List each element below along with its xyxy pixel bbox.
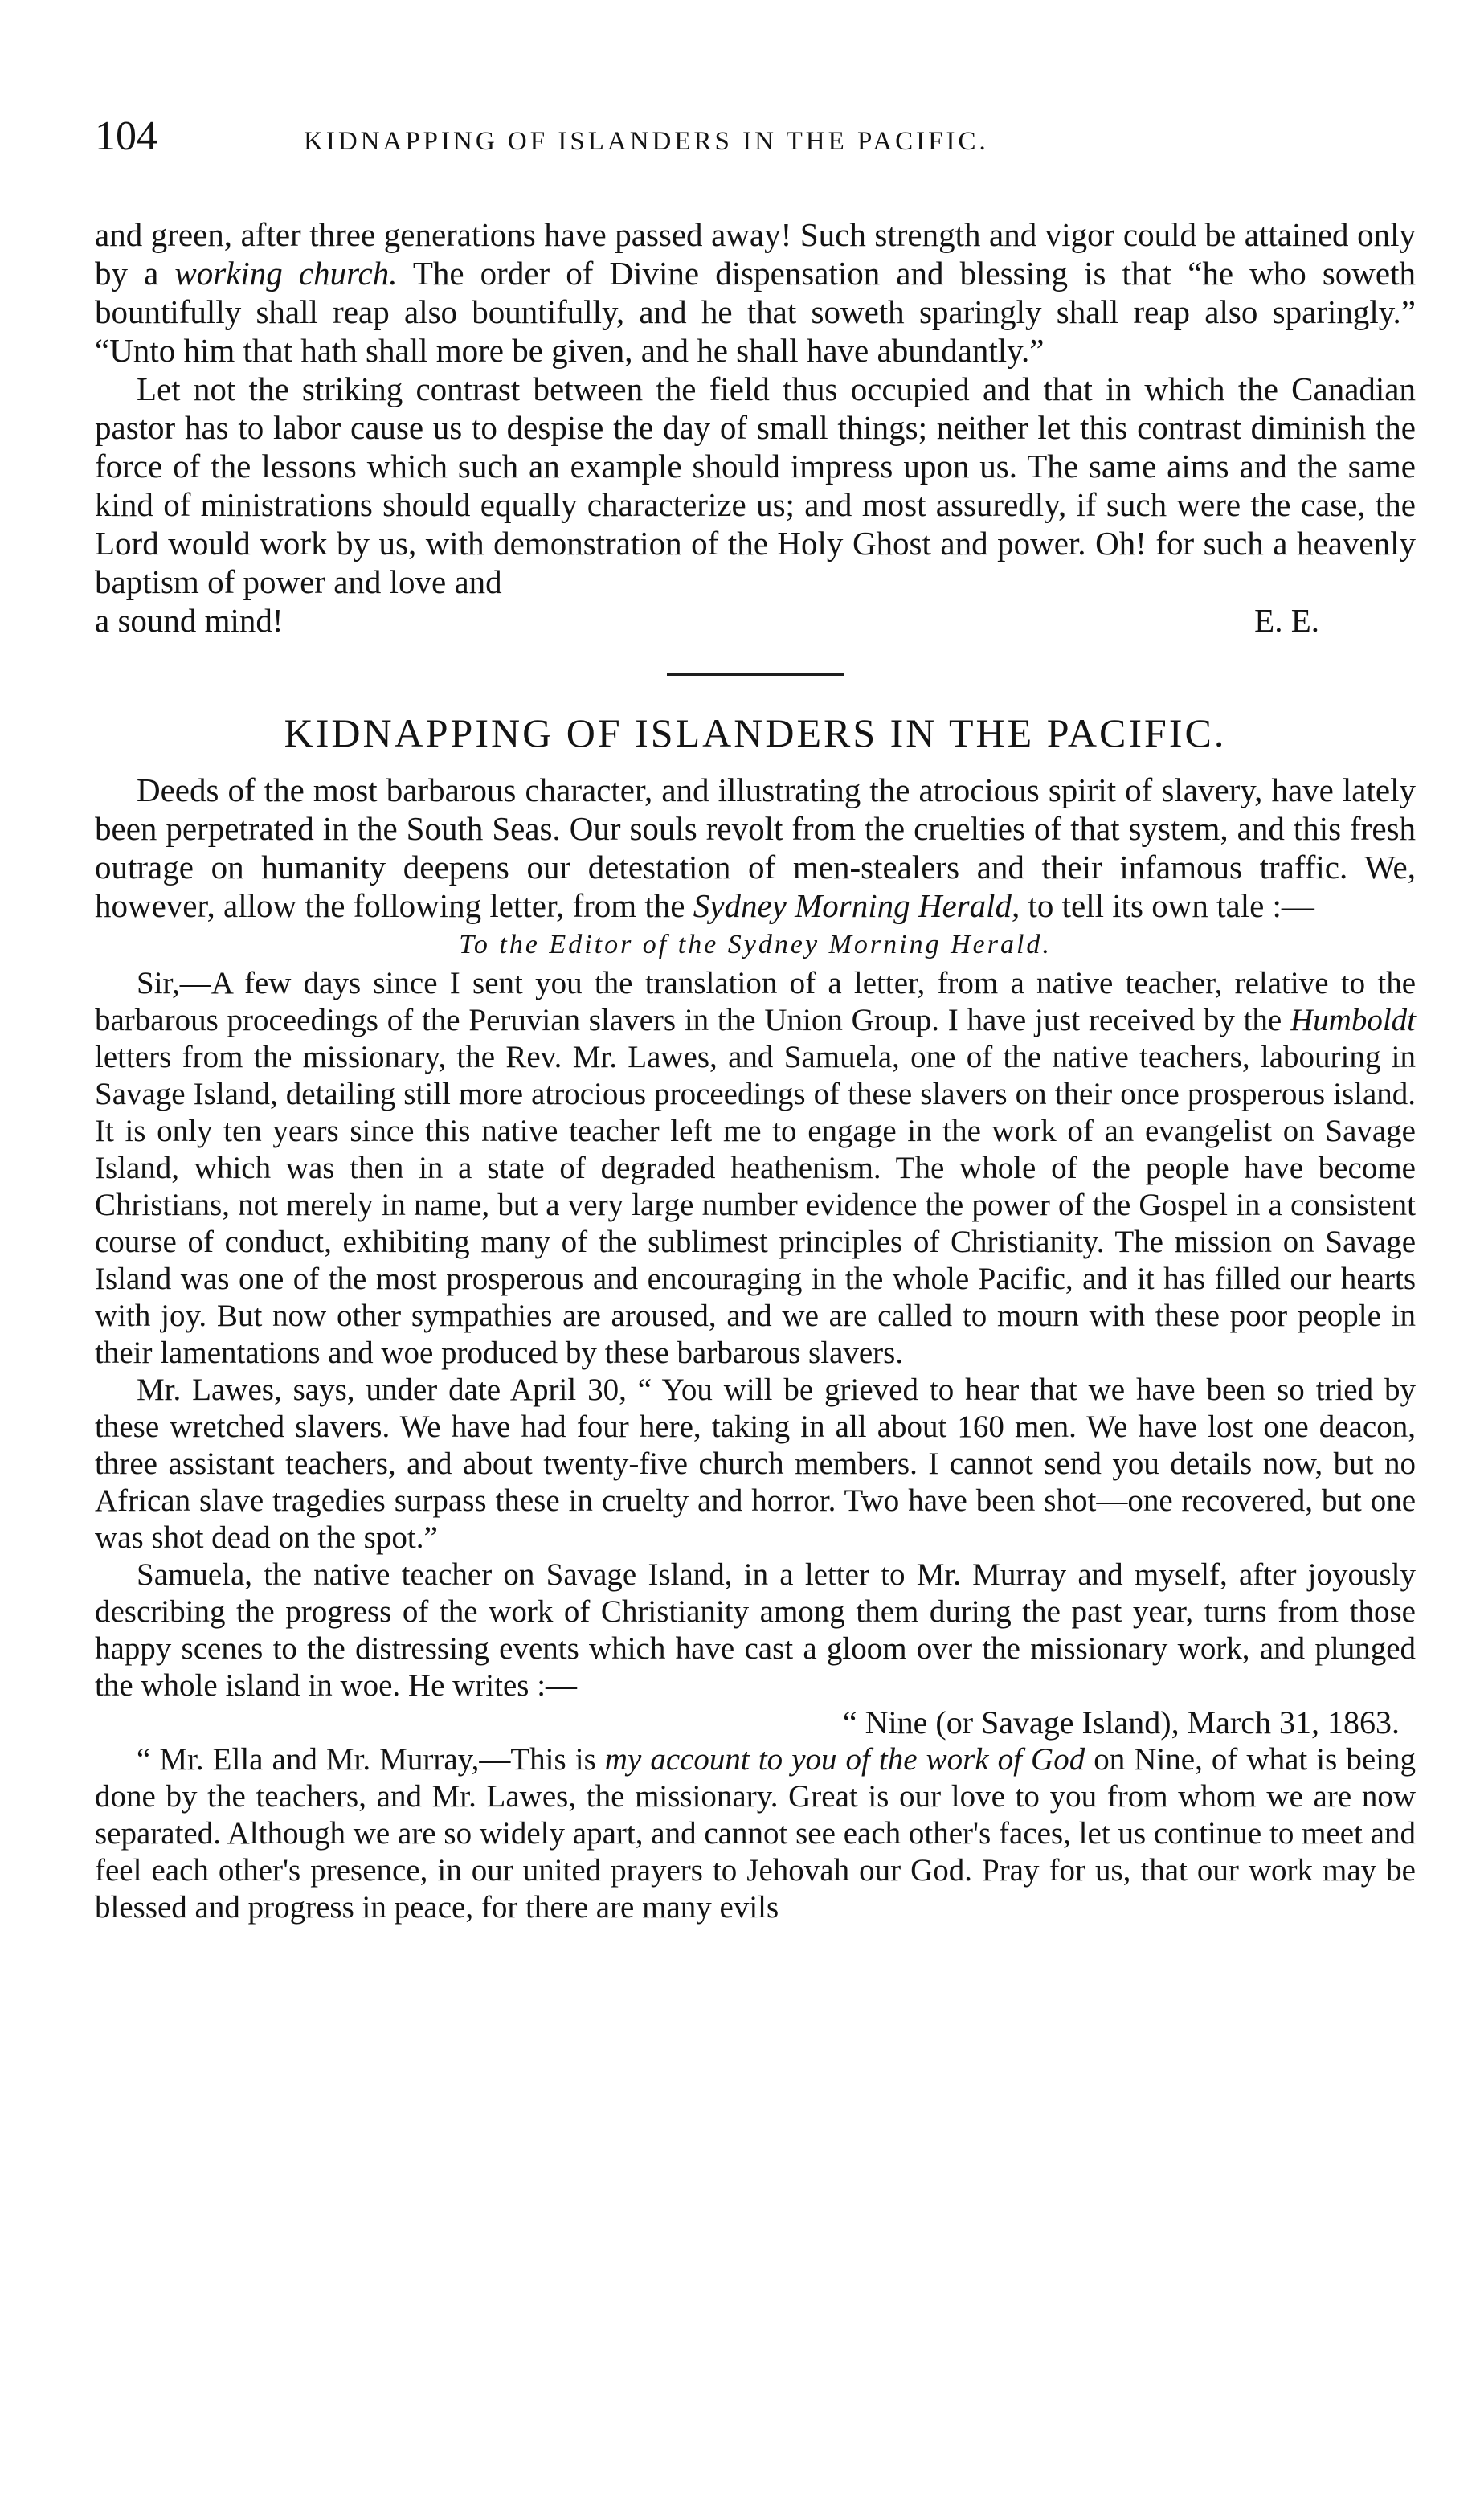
- paragraph: [95, 1372, 1416, 1557]
- paragraph: [95, 965, 1416, 1372]
- text-run: Samuela, the native teacher on Savage Island, in a letter to Mr. Murray and myself, after joyously describing the progress of the work of Christianity among them during the past year, turns from those happy scenes to the distressing events which have cast a gloom over the missionary work, and plunged the whole island in woe. He writes :—: [95, 1557, 1416, 1703]
- emphasis: Sydney Morning Herald,: [693, 887, 1020, 924]
- emphasis: my account to you of the work of God: [604, 1742, 1085, 1777]
- letter-body: [95, 965, 1416, 1926]
- text-run: Let not the striking contrast between the field thus occupied and that in which the Canadian pastor has to labor cause us to despise the day of small things; neither let this contrast diminish the force of the lessons which such an example should impress upon us. The same aims and the same kind of ministrations should equally characterize us; and most assuredly, if such were the case, the Lord would work by us, with demonstration of the Holy Ghost and power. Oh! for such a heavenly baptism of power and love and: [95, 370, 1416, 600]
- paragraph: [95, 771, 1416, 925]
- signature-line: [95, 601, 1416, 640]
- running-title: KIDNAPPING OF ISLANDERS IN THE PACIFIC.: [304, 127, 989, 156]
- text-run: The order of Divine dispensation and blessing is that “he who soweth bountifully shall reap also bountifully, and he that soweth sparingly shall reap also sparingly.” “Unto him that hath shall more be given, and he shall have abundantly.”: [95, 255, 1416, 369]
- emphasis: working church.: [174, 255, 398, 292]
- paragraph: [95, 215, 1416, 370]
- page-number: 104: [95, 113, 157, 159]
- text-run: on Nine, of what is being done by the teachers, and Mr. Lawes, the missionary. Great is our love to you from whom we are now separated. Although we are so widely apart, and cannot see each other's faces, let us continue to meet and feel each other's presence, in our united prayers to Jehovah our God. Pray for us, that our work may be blessed and progress in peace, for there are many evils: [95, 1742, 1417, 1925]
- article-intro: [95, 771, 1416, 925]
- section-divider: [667, 673, 844, 676]
- text-run: Sir,—A few days since I sent you the translation of a letter, from a native teacher, relative to the barbarous proceedings of the Peruvian slavers in the Union Group. I have just received by the: [95, 966, 1416, 1037]
- emphasis: Humboldt: [1290, 1003, 1416, 1037]
- text-run: “ Mr. Ella and Mr. Murray,—This is: [137, 1742, 605, 1777]
- text-run: Deeds of the most barbarous character, and illustrating the atrocious spirit of slavery, have lately been perpetrated in the South Seas. Our souls revolt from the cruelties of that system, and this fresh outrage on humanity deepens our detestation of men-stealers and their infamous traffic. We, however, allow the following letter, from the: [95, 771, 1416, 924]
- text-run: to tell its own tale :—: [1020, 887, 1314, 924]
- text-run: Mr. Lawes, says, under date April 30, “ You will be grieved to hear that we have been so tried by these wretched slavers. We have had four here, taking in all about 160 men. We have lost one deacon, three assistant teachers, and about twenty-five church members. I cannot send you details now, but no African slave tragedies surpass these in cruelty and horror. Two have been shot—one recovered, but one was shot dead on the spot.”: [95, 1372, 1416, 1555]
- article-title: KIDNAPPING OF ISLANDERS IN THE PACIFIC.: [284, 710, 1227, 755]
- signature: E. E.: [1254, 602, 1319, 639]
- letter-heading: To the Editor of the Sydney Morning Herald.: [459, 930, 1052, 959]
- paragraph: [95, 370, 1416, 601]
- text-run: and green, after three generations have passed away! Such strength and vigor could be attained only by a: [95, 216, 1416, 292]
- closing-text: a sound mind!: [95, 602, 284, 639]
- preceding-article: [95, 215, 1416, 640]
- paragraph: [95, 1741, 1416, 1926]
- running-head: [95, 112, 1416, 169]
- dateline: “ Nine (or Savage Island), March 31, 1863.: [842, 1704, 1400, 1741]
- text-run: letters from the missionary, the Rev. Mr. Lawes, and Samuela, one of the native teachers, labouring in Savage Island, detailing still more atrocious proceedings of these slavers on their once prosperous island. It is only ten years since this native teacher left me to engage in the work of an evangelist on Savage Island, which was then in a state of degraded heathenism. The whole of the people have become Christians, not merely in name, but a very large number evidence the power of the Gospel in a consistent course of conduct, exhibiting many of the sublimest principles of Christianity. The mission on Savage Island was one of the most prosperous and encouraging in the whole Pacific, and it has filled our hearts with joy. But now other sympathies are aroused, and we are called to mourn with these poor people in their lamentations and woe produced by these barbarous slavers.: [95, 1040, 1416, 1370]
- paragraph: [95, 1557, 1416, 1704]
